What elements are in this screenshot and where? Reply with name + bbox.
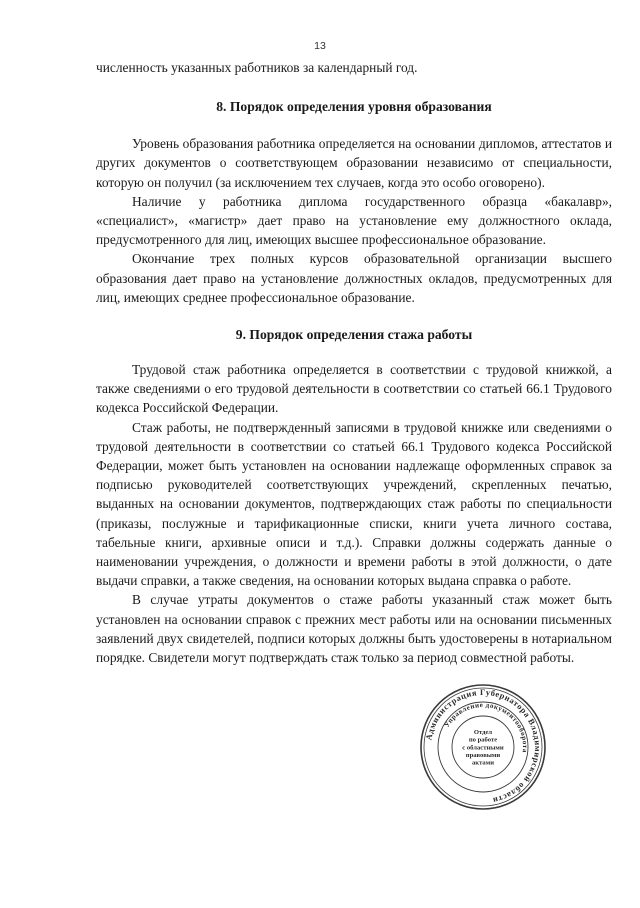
stamp-center-line: по работе bbox=[468, 736, 498, 744]
stamp-center-line: правовыми bbox=[465, 751, 501, 759]
section-8-heading: 8. Порядок определения уровня образования bbox=[216, 99, 492, 115]
stamp-outer-text: Администрация Губернатора Владимирской области bbox=[424, 687, 543, 806]
stamp-graphic bbox=[418, 682, 548, 812]
section-8-paragraph-2: Наличие у работника диплома государственного образца «бакалавр», «специалист», «магистр» дает право на установление ему должностного оклада, предусмотренного для лиц, имеющих высшее профессиональное образование. bbox=[96, 193, 612, 248]
section-9-heading: 9. Порядок определения стажа работы bbox=[235, 327, 473, 343]
section-9-paragraph-3: В случае утраты документов о стаже работы указанный стаж может быть установлен на основании справок с прежних мест работы или на основании письменных заявлений двух свидетелей, подписи которых должны быть удостоверены в нотариальном порядке. Свидетели могут подтверждать стаж только за период совместной работы. bbox=[96, 592, 612, 666]
stamp-center-text bbox=[462, 729, 504, 766]
continuation-text: численность указанных работников за календарный год. bbox=[96, 60, 418, 75]
section-9-paragraph-1: Трудовой стаж работника определяется в соответствии с трудовой книжкой, а также сведениями о его трудовой деятельности в соответствии со статьей 66.1 Трудового кодекса Российской Федерации. bbox=[96, 362, 612, 416]
section-8-paragraph-1: Уровень образования работника определяется на основании дипломов, аттестатов и других документов о соответствующем образовании независимо от специальности, которую он получил (за исключением тех случаев, когда это особо оговорено). bbox=[96, 136, 612, 190]
official-stamp bbox=[418, 682, 548, 812]
stamp-center-line: актами bbox=[471, 759, 495, 767]
document-body bbox=[96, 58, 612, 667]
stamp-center-line: с областными bbox=[462, 744, 504, 752]
section-8-paragraph-3: Окончание трех полных курсов образовательной организации высшего образования дает право на установление должностных окладов, предусмотренных для лиц, имеющих среднее профессиональное образование. bbox=[96, 251, 612, 305]
stamp-inner-text: Управление документооборота bbox=[442, 700, 530, 754]
stamp-center-line: Отдел bbox=[473, 729, 493, 737]
page-number: 13 bbox=[314, 40, 326, 52]
section-9-paragraph-2: Стаж работы, не подтвержденный записями в трудовой книжке или сведениями о трудовой деятельности в соответствии со статьей 66.1 Трудового кодекса Российской Федерации, может быть установлен на основании надлежаще оформленных справок за подписью руководителей соответствующих учреждений, скрепленных печатью, выданных на основании документов, подтверждающих стаж работы по специальности (приказы, послужные и тарификационные списки, книги учета личного состава, табельные книги, архивные описи и т.д.). Справки должны содержать данные о наименовании учреждения, о должности и времени работы в этой должности, о дате выдачи справки, а также сведения, на основании которых выдана справка о работе. bbox=[96, 419, 612, 589]
